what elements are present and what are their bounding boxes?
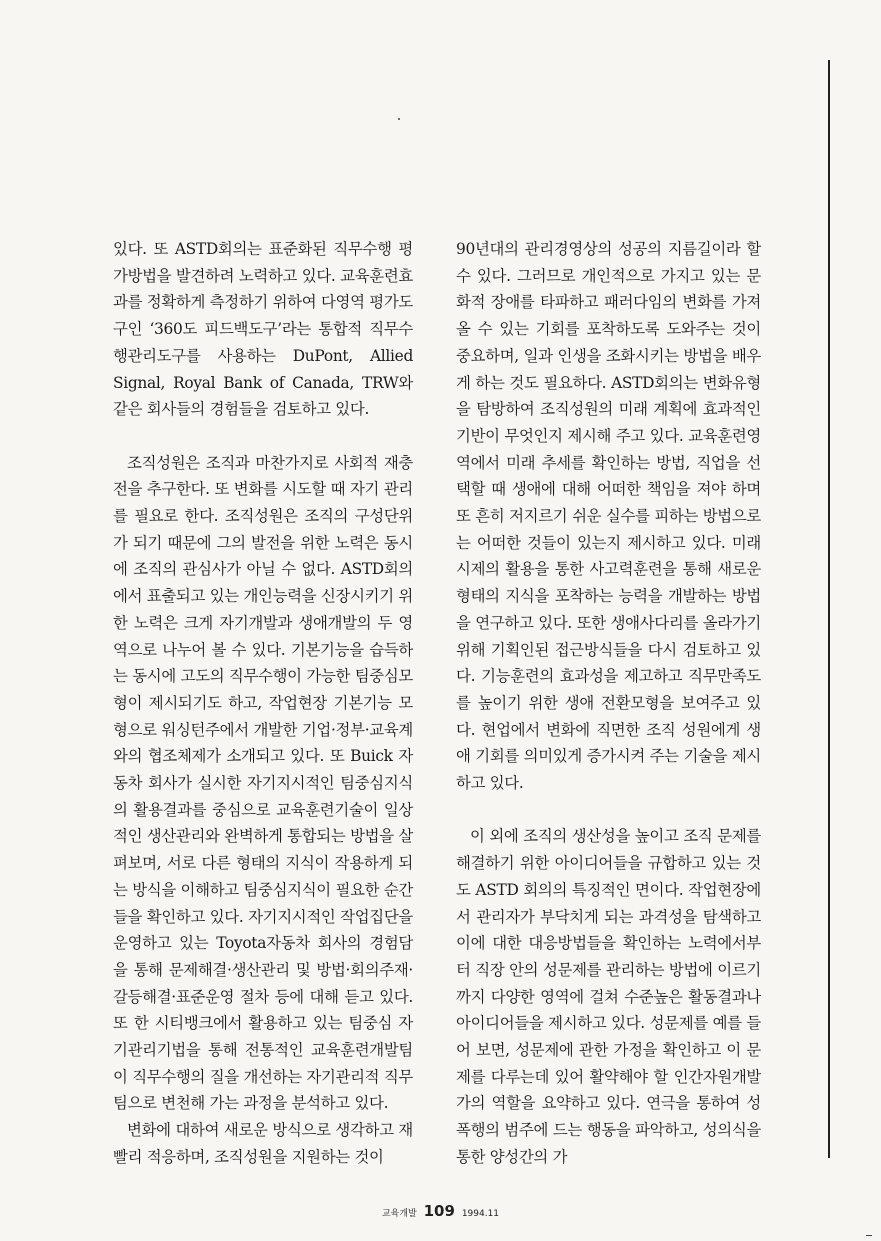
margin-rule — [828, 60, 830, 1158]
paragraph-gap — [456, 797, 761, 824]
issue-date: 1994.11 — [461, 1209, 500, 1219]
paragraph: 변화에 대하여 새로운 방식으로 생각하고 재빨리 적응하며, 조직성원을 지원하는 것이 — [113, 1121, 413, 1166]
scan-speck — [866, 1235, 872, 1236]
paragraph: 90년대의 관리경영상의 성공의 지름길이라 할 수 있다. 그러므로 개인적으로 가지고 있는 문화적 장애를 타파하고 패러다임의 변화를 가져올 수 있는 기회를 포착하도록 도와주는 것이 중요하며, 일과 인생을 조화시키는 방법을 배우게 하는 것도 필요하다. ASTD회의는 변화유형을 탐방하여 조직성원의 미래 계획에 효과적인 기반이 무엇인지 제시해 주고 있다. 교육훈련영역에서 미래 추세를 확인하는 방법, 직업을 선택할 때 생애에 대해 어떠한 책임을 져야 하며 또 흔히 저지르기 쉬운 실수를 피하는 방법으로는 어떠한 것들이 있는지 제시하고 있다. 미래시제의 활용을 통한 사고력훈련을 통해 새로운 형태의 지식을 포착하는 능력을 개발하는 방법을 연구하고 있다. 또한 생애사다리를 올라가기 위해 기획인된 접근방식들을 다시 검토하고 있다. 기능훈련의 효과성을 제고하고 직무만족도를 높이기 위한 생애 전환모형을 보여주고 있다. 현업에서 변화에 직면한 조직 성원에게 생애 기회를 의미있게 증가시켜 주는 기술을 제시하고 있다. — [456, 240, 761, 793]
paragraph-gap — [113, 423, 413, 450]
page-footer — [0, 1202, 881, 1220]
paragraph: 이 외에 조직의 생산성을 높이고 조직 문제를 해결하기 위한 아이디어들을 규합하고 있는 것도 ASTD 회의의 특징적인 면이다. 작업현장에서 관리자가 부닥치게 되는 과격성을 탐색하고 이에 대한 대응방법들을 확인하는 노력에서부터 직장 안의 성문제를 관리하는 방법에 이르기까지 다양한 영역에 걸쳐 수준높은 활동결과나 아이디어들을 제시하고 있다. 성문제를 예를 들어 보면, 성문제에 관한 가정을 확인하고 이 문제를 다루는데 있어 활약해야 할 인간자원개발가의 역할을 요약하고 있다. 연극을 통하여 성폭행의 범주에 드는 행동을 파악하고, 성의식을 통한 양성간의 가 — [456, 827, 761, 1166]
right-column — [456, 236, 761, 1171]
page-number: 109 — [423, 1202, 455, 1220]
paragraph: 있다. 또 ASTD회의는 표준화된 직무수행 평가방법을 발견하려 노력하고 있다. 교육훈련효과를 정확하게 측정하기 위하여 다영역 평가도구인 ‘360도 피드백도구’라는 통합적 직무수행관리도구를 사용하는 DuPont, Allied Signal, Royal Bank of Canada, TRW와 같은 회사들의 경험들을 검토하고 있다. — [113, 240, 413, 419]
left-column — [113, 236, 413, 1171]
scan-speck — [398, 118, 400, 120]
paragraph: 조직성원은 조직과 마찬가지로 사회적 재충전을 추구한다. 또 변화를 시도할 때 자기 관리를 필요로 한다. 조직성원은 조직의 구성단위가 되기 때문에 그의 발전을 위한 노력은 동시에 조직의 관심사가 아닐 수 없다. ASTD회의에서 표출되고 있는 개인능력을 신장시키기 위한 노력은 크게 자기개발과 생애개발의 두 영역으로 나누어 볼 수 있다. 기본기능을 습득하는 동시에 고도의 직무수행이 가능한 팀중심모형이 제시되기도 하고, 작업현장 기본기능 모형으로 워싱턴주에서 개발한 기업·정부·교육계와의 협조체제가 소개되고 있다. 또 Buick 자동차 회사가 실시한 자기지시적인 팀중심지식의 활용결과를 중심으로 교육훈련기술이 일상적인 생산관리와 완벽하게 통합되는 방법을 살펴보며, 서로 다른 형태의 지식이 작용하게 되는 방식을 이해하고 팀중심지식이 필요한 순간들을 확인하고 있다. 자기지시적인 작업집단을 운영하고 있는 Toyota자동차 회사의 경험담을 통해 문제해결·생산관리 및 방법·회의주재·갈등해결·표준운영 절차 등에 대해 듣고 있다. 또 한 시티뱅크에서 활용하고 있는 팀중심 자기관리기법을 통해 전통적인 교육훈련개발팀이 직무수행의 질을 개선하는 자기관리적 직무팀으로 변천해 가는 과정을 분석하고 있다. — [113, 453, 413, 1113]
magazine-name: 교육개발 — [381, 1209, 417, 1219]
